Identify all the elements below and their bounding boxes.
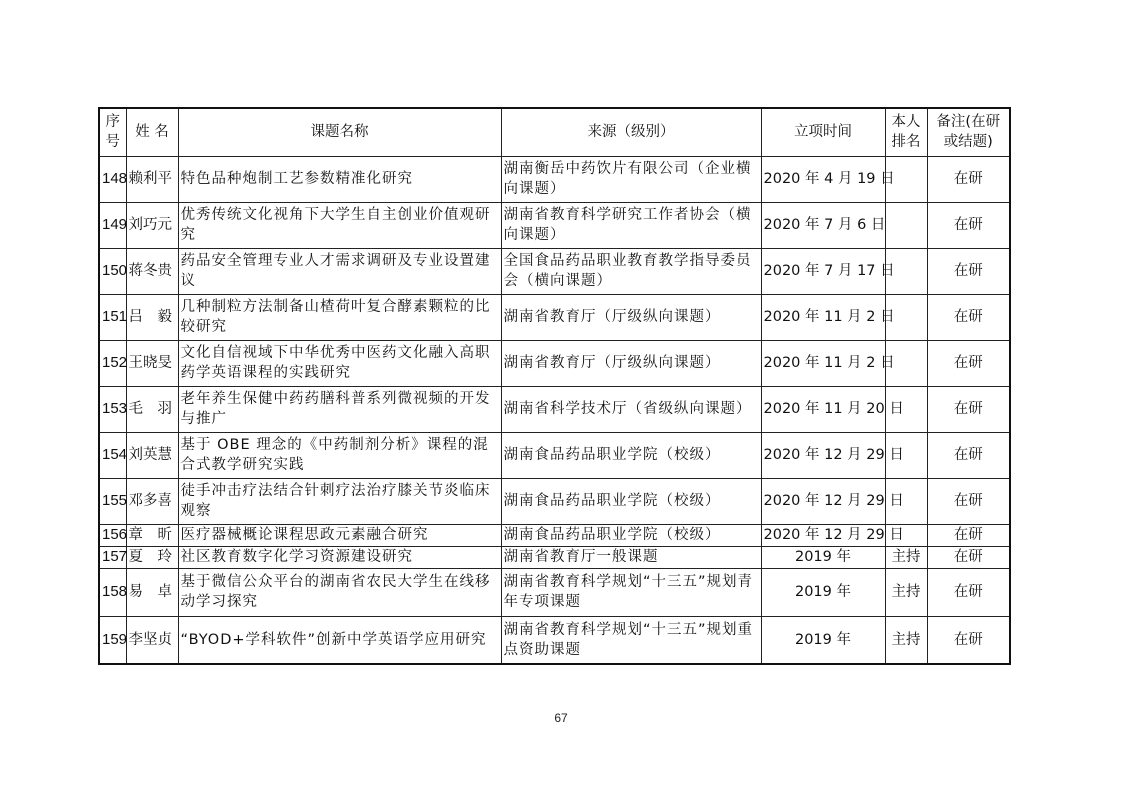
approval-date: 2020 年 7 月 17 日 (761, 248, 885, 294)
project-source: 湖南省教育厅一般课题 (501, 546, 761, 568)
table-body (99, 156, 1010, 664)
person-name: 夏 玲 (126, 546, 178, 568)
project-title: 几种制粒方法制备山楂荷叶复合酵素颗粒的比较研究 (178, 294, 501, 340)
page-number: 67 (554, 711, 568, 725)
project-source: 湖南省教育厅（厅级纵向课题） (501, 294, 761, 340)
project-status: 在研 (927, 386, 1010, 432)
project-status: 在研 (927, 202, 1010, 248)
project-table (98, 107, 1011, 665)
project-title: 老年养生保健中药药膳科普系列微视频的开发与推广 (178, 386, 501, 432)
approval-date: 2020 年 12 月 29 日 (761, 524, 885, 546)
project-status: 在研 (927, 546, 1010, 568)
person-name: 刘巧元 (126, 202, 178, 248)
approval-date: 2020 年 12 月 29 日 (761, 478, 885, 524)
person-name: 刘英慧 (126, 432, 178, 478)
row-number: 150 (99, 248, 126, 294)
table-row (99, 202, 1010, 248)
approval-date: 2020 年 12 月 29 日 (761, 432, 885, 478)
project-title: 医疗器械概论课程思政元素融合研究 (178, 524, 501, 546)
row-number: 159 (99, 616, 126, 664)
person-name: 易 卓 (126, 568, 178, 616)
header-name: 姓 名 (126, 108, 178, 156)
project-source: 湖南食品药品职业学院（校级） (501, 432, 761, 478)
row-number: 149 (99, 202, 126, 248)
project-source: 湖南食品药品职业学院（校级） (501, 478, 761, 524)
person-name: 吕 毅 (126, 294, 178, 340)
project-status: 在研 (927, 478, 1010, 524)
row-number: 154 (99, 432, 126, 478)
table-row (99, 568, 1010, 616)
header-row (99, 108, 1010, 156)
person-name: 蒋冬贵 (126, 248, 178, 294)
approval-date: 2020 年 4 月 19 日 (761, 156, 885, 202)
personal-rank: 主持 (885, 568, 927, 616)
personal-rank: 主持 (885, 616, 927, 664)
project-source: 湖南衡岳中药饮片有限公司（企业横向课题） (501, 156, 761, 202)
project-status: 在研 (927, 294, 1010, 340)
project-status: 在研 (927, 156, 1010, 202)
project-title: 优秀传统文化视角下大学生自主创业价值观研究 (178, 202, 501, 248)
project-source: 湖南食品药品职业学院（校级） (501, 524, 761, 546)
header-note: 备注(在研或结题) (927, 108, 1010, 156)
project-title: “BYOD+学科软件”创新中学英语学应用研究 (178, 616, 501, 664)
project-source: 湖南省科学技术厅（省级纵向课题） (501, 386, 761, 432)
table-row (99, 524, 1010, 546)
person-name: 王晓旻 (126, 340, 178, 386)
personal-rank (885, 202, 927, 248)
project-status: 在研 (927, 248, 1010, 294)
row-number: 156 (99, 524, 126, 546)
project-status: 在研 (927, 616, 1010, 664)
project-title: 基于微信公众平台的湖南省农民大学生在线移动学习探究 (178, 568, 501, 616)
table-row (99, 340, 1010, 386)
person-name: 李坚贞 (126, 616, 178, 664)
row-number: 153 (99, 386, 126, 432)
header-no: 序号 (99, 108, 126, 156)
approval-date: 2019 年 (761, 568, 885, 616)
project-title: 特色品种炮制工艺参数精准化研究 (178, 156, 501, 202)
person-name: 赖利平 (126, 156, 178, 202)
project-source: 湖南省教育科学研究工作者协会（横向课题） (501, 202, 761, 248)
table-row (99, 546, 1010, 568)
header-date: 立项时间 (761, 108, 885, 156)
project-title: 基于 OBE 理念的《中药制剂分析》课程的混合式教学研究实践 (178, 432, 501, 478)
person-name: 毛 羽 (126, 386, 178, 432)
table-row (99, 156, 1010, 202)
person-name: 邓多喜 (126, 478, 178, 524)
header-source: 来源（级别） (501, 108, 761, 156)
table-row (99, 432, 1010, 478)
project-status: 在研 (927, 568, 1010, 616)
personal-rank: 主持 (885, 546, 927, 568)
project-status: 在研 (927, 524, 1010, 546)
table-row (99, 616, 1010, 664)
row-number: 151 (99, 294, 126, 340)
row-number: 157 (99, 546, 126, 568)
row-number: 152 (99, 340, 126, 386)
approval-date: 2020 年 11 月 20 日 (761, 386, 885, 432)
project-status: 在研 (927, 340, 1010, 386)
project-source: 全国食品药品职业教育教学指导委员会（横向课题） (501, 248, 761, 294)
table-row (99, 386, 1010, 432)
project-source: 湖南省教育科学规划“十三五”规划重点资助课题 (501, 616, 761, 664)
row-number: 148 (99, 156, 126, 202)
approval-date: 2019 年 (761, 616, 885, 664)
person-name: 章 昕 (126, 524, 178, 546)
row-number: 155 (99, 478, 126, 524)
project-title: 药品安全管理专业人才需求调研及专业设置建议 (178, 248, 501, 294)
project-status: 在研 (927, 432, 1010, 478)
table-row (99, 248, 1010, 294)
approval-date: 2020 年 11 月 2 日 (761, 340, 885, 386)
table-row (99, 478, 1010, 524)
approval-date: 2019 年 (761, 546, 885, 568)
header-rank: 本人排名 (885, 108, 927, 156)
project-source: 湖南省教育科学规划“十三五”规划青年专项课题 (501, 568, 761, 616)
table-row (99, 294, 1010, 340)
approval-date: 2020 年 11 月 2 日 (761, 294, 885, 340)
project-title: 社区教育数字化学习资源建设研究 (178, 546, 501, 568)
approval-date: 2020 年 7 月 6 日 (761, 202, 885, 248)
header-title: 课题名称 (178, 108, 501, 156)
project-title: 徒手冲击疗法结合针刺疗法治疗膝关节炎临床观察 (178, 478, 501, 524)
row-number: 158 (99, 568, 126, 616)
project-source: 湖南省教育厅（厅级纵向课题） (501, 340, 761, 386)
project-title: 文化自信视域下中华优秀中医药文化融入高职药学英语课程的实践研究 (178, 340, 501, 386)
